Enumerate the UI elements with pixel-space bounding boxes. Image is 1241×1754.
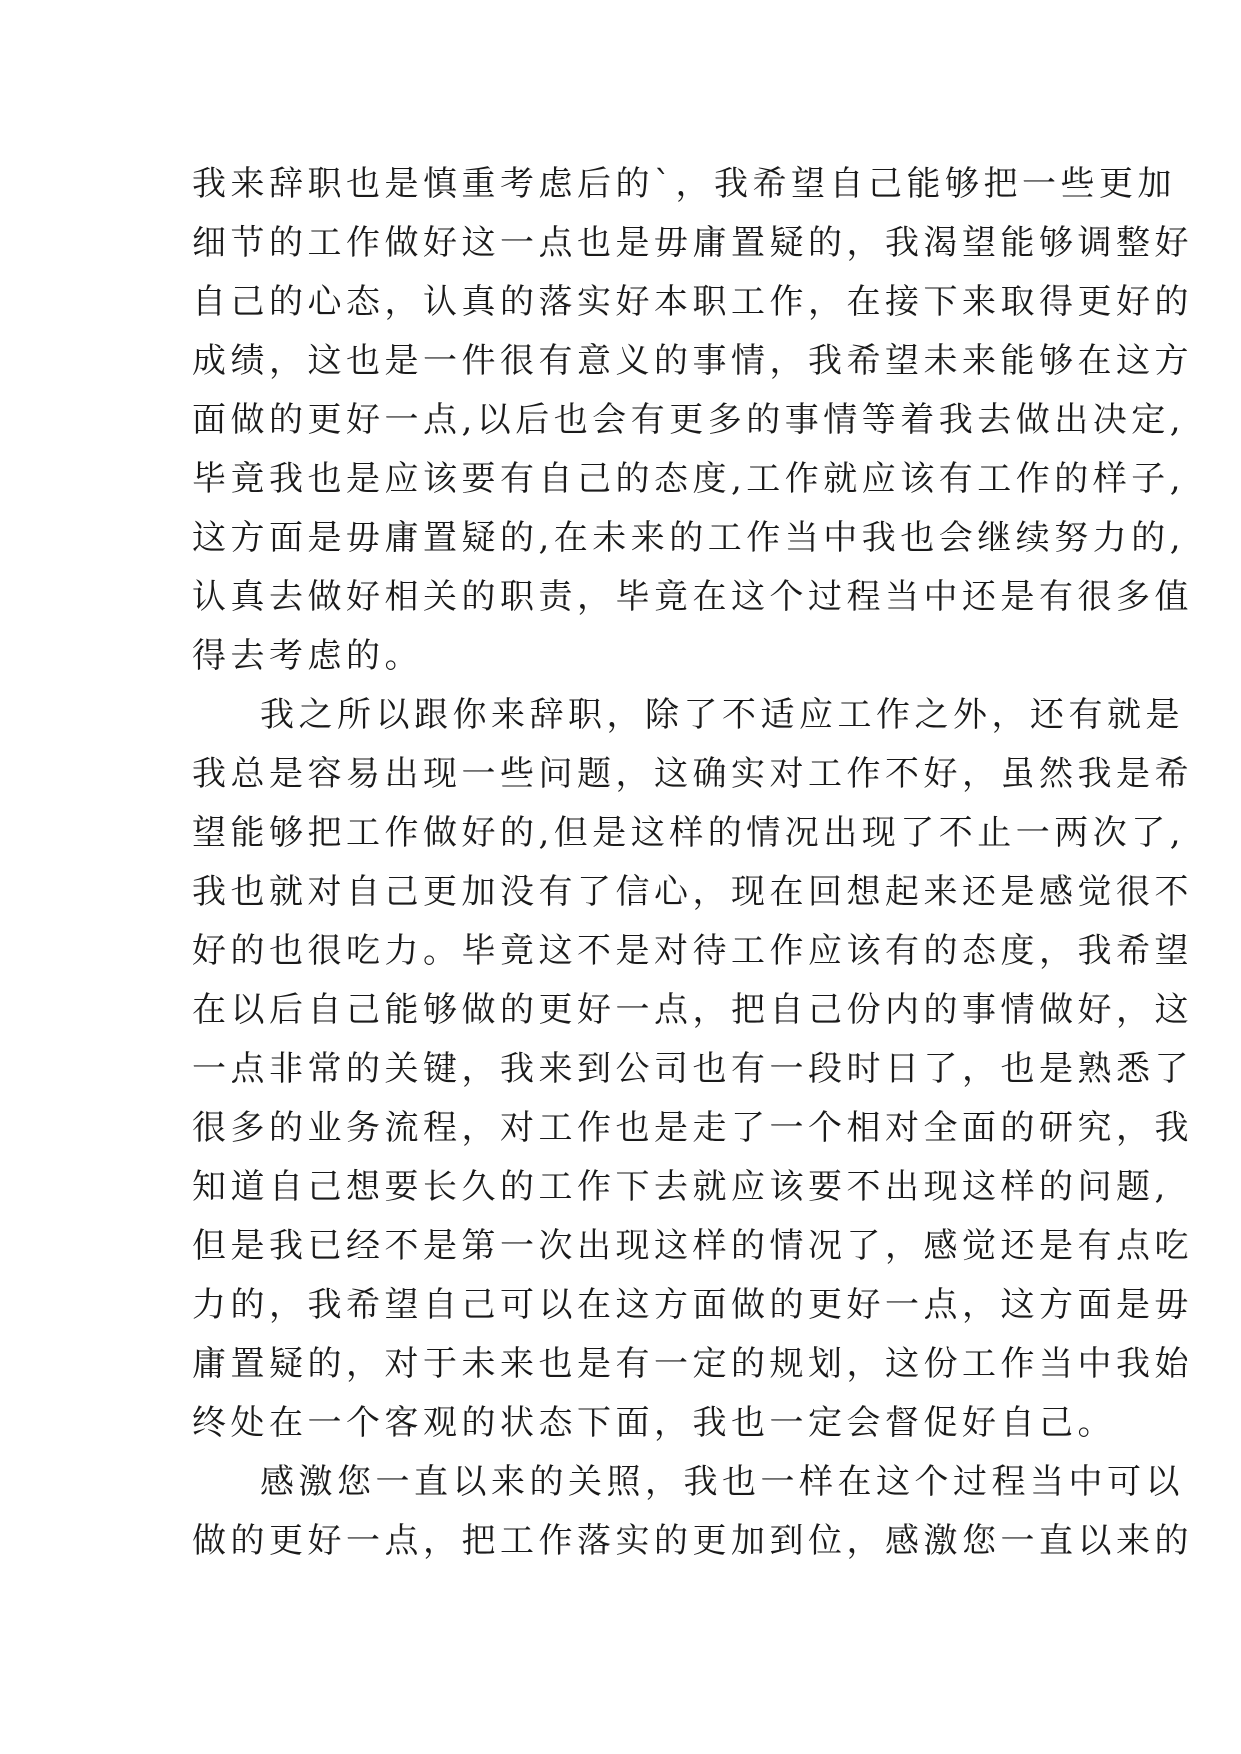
text-line: 成绩，这也是一件很有意义的事情，我希望未来能够在这方 [192,341,1193,381]
text-line: 自己的心态，认真的落实好本职工作，在接下来取得更好的 [192,282,1193,322]
text-line: 望能够把工作做好的,但是这样的情况出现了不止一两次了, [192,813,1186,853]
text-line: 知道自己想要长久的工作下去就应该要不出现这样的问题, [192,1167,1170,1207]
text-line: 做的更好一点，把工作落实的更加到位，感激您一直以来的 [192,1521,1193,1561]
text-line: 很多的业务流程，对工作也是走了一个相对全面的研究，我 [192,1108,1193,1148]
paragraph-3 [192,1453,1193,1571]
body-text [192,155,1193,1571]
text-line: 力的，我希望自己可以在这方面做的更好一点，这方面是毋 [192,1285,1193,1325]
text-line: 我也就对自己更加没有了信心，现在回想起来还是感觉很不 [192,872,1193,912]
text-line: 毕竟我也是应该要有自己的态度,工作就应该有工作的样子, [192,459,1186,499]
text-line: 好的也很吃力。毕竟这不是对待工作应该有的态度，我希望 [192,931,1193,971]
text-line: 但是我已经不是第一次出现这样的情况了，感觉还是有点吃 [192,1226,1193,1266]
text-line: 我总是容易出现一些问题，这确实对工作不好，虽然我是希 [192,754,1193,794]
paragraph-1 [192,155,1193,686]
text-line: 这方面是毋庸置疑的,在未来的工作当中我也会继续努力的, [192,518,1186,558]
text-line: 在以后自己能够做的更好一点，把自己份内的事情做好，这 [192,990,1193,1030]
text-line: 面做的更好一点,以后也会有更多的事情等着我去做出决定, [192,400,1186,440]
text-line: 感激您一直以来的关照，我也一样在这个过程当中可以 [260,1462,1184,1502]
text-line: 我之所以跟你来辞职，除了不适应工作之外，还有就是 [260,695,1184,735]
text-line: 认真去做好相关的职责，毕竟在这个过程当中还是有很多值 [192,577,1193,617]
text-line: 细节的工作做好这一点也是毋庸置疑的，我渴望能够调整好 [192,223,1193,263]
text-line: 一点非常的关键，我来到公司也有一段时日了，也是熟悉了 [192,1049,1193,1089]
text-line: 庸置疑的，对于未来也是有一定的规划，这份工作当中我始 [192,1344,1193,1384]
text-line: 得去考虑的。 [192,636,423,676]
paragraph-2 [192,686,1193,1453]
text-line: 终处在一个客观的状态下面，我也一定会督促好自己。 [192,1403,1116,1443]
text-line: 我来辞职也是慎重考虑后的`，我希望自己能够把一些更加 [192,164,1176,204]
